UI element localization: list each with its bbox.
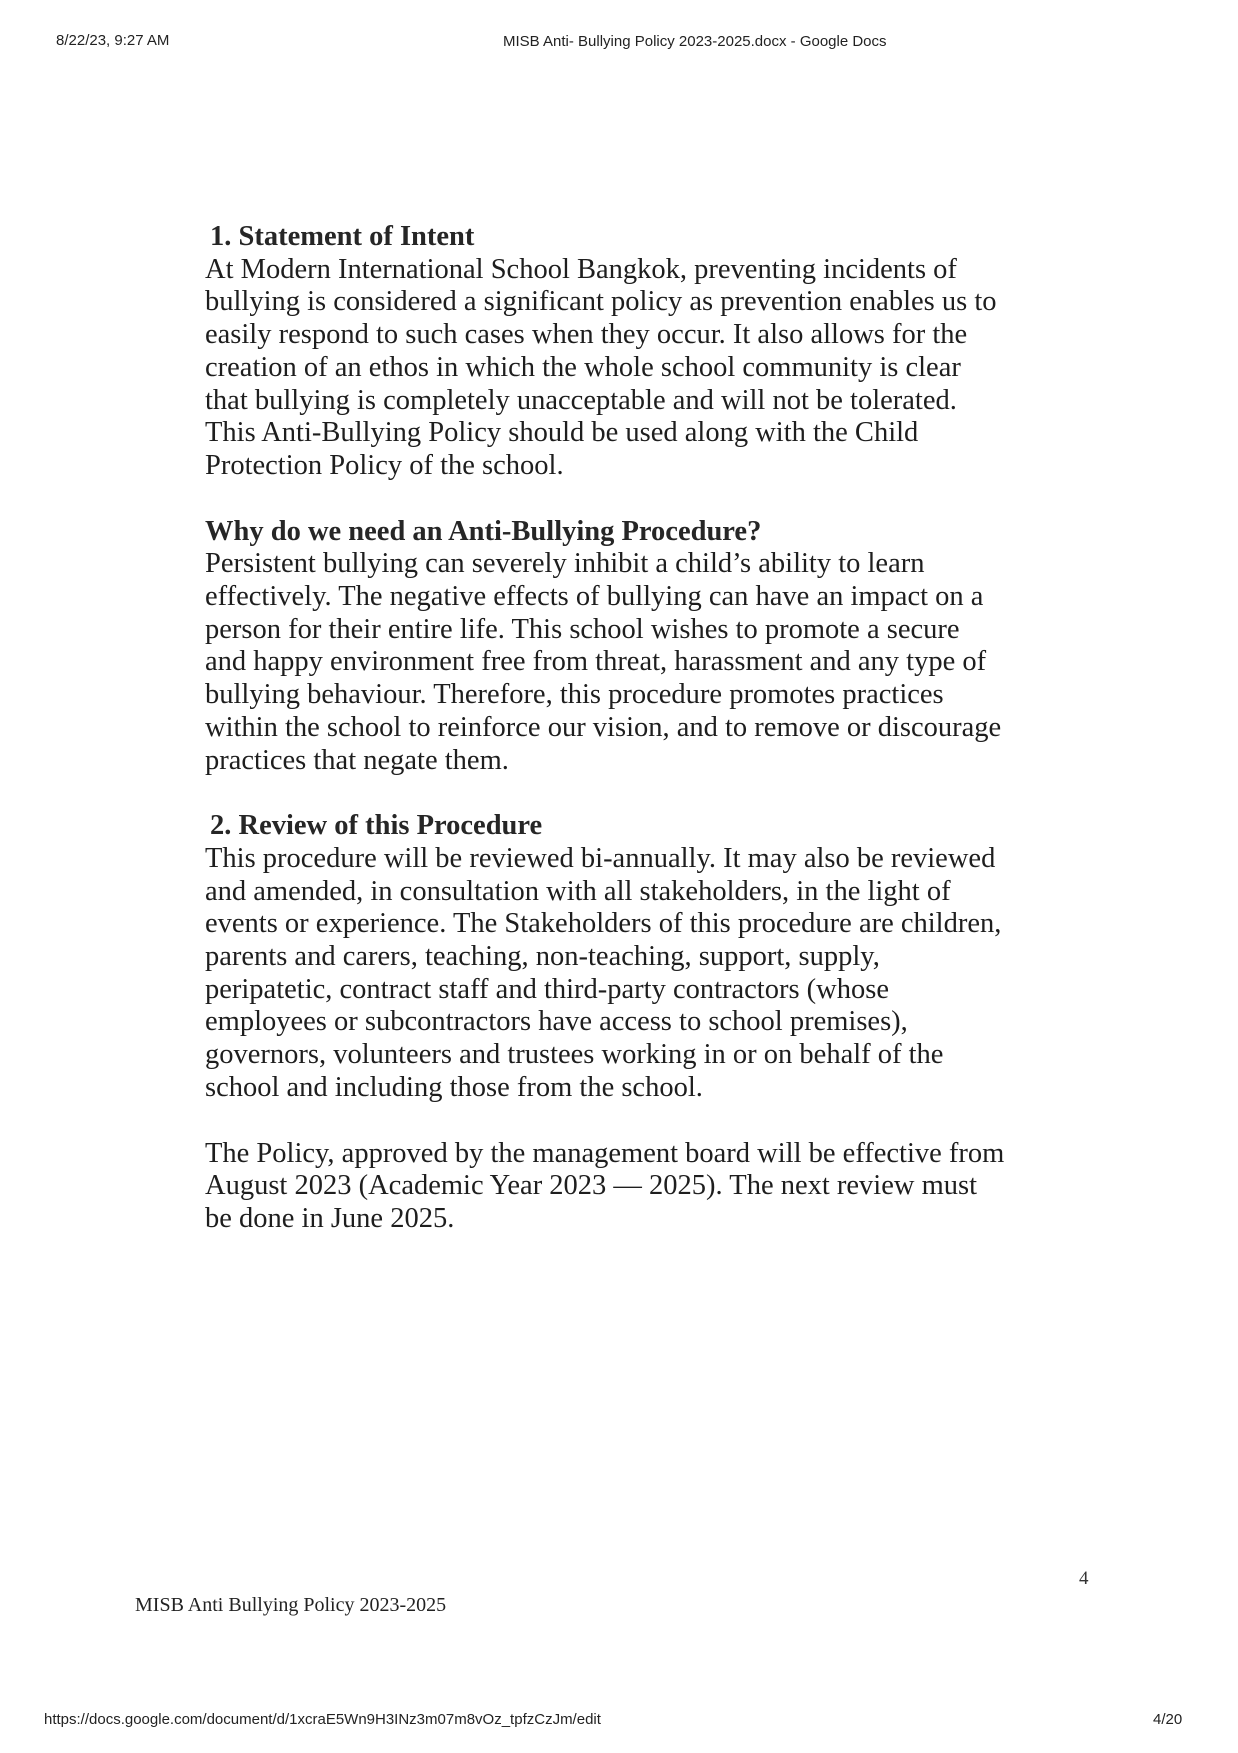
page-number: 4 — [1079, 1568, 1089, 1589]
section-paragraph: Persistent bullying can severely inhibit a child’s ability to learn effectively. The negative effects of bullying can have an impact on a person for their entire life. This school wishes to promote a secure and happy environment free from threat, harassment and any type of bullying behaviour. Therefore, this procedure promotes practices within the school to reinforce our vision, and to remove or discourage practices that negate them. — [205, 548, 1002, 776]
print-footer-page-indicator: 4/20 — [1153, 1711, 1183, 1728]
print-header-title: MISB Anti- Bullying Policy 2023-2025.docx - Google Docs — [503, 33, 887, 50]
section-heading: Why do we need an Anti-Bullying Procedure? — [205, 515, 762, 547]
section-heading: 2. Review of this Procedure — [210, 810, 543, 842]
page-footer-label: MISB Anti Bullying Policy 2023-2025 — [135, 1594, 447, 1616]
section-statement-of-intent — [205, 221, 1005, 483]
closing-paragraph: The Policy, approved by the management board will be effective from August 2023 (Academic Year 2023 — 2025). The next review must be done in June 2025. — [205, 1137, 1005, 1234]
document-body — [205, 221, 1005, 1236]
section-paragraph: At Modern International School Bangkok, preventing incidents of bullying is considered a significant policy as prevention enables us to easily respond to such cases when they occur. It also allows for the creation of an ethos in which the whole school community is clear that bullying is completely unacceptable and will not be tolerated. This Anti-Bullying Policy should be used along with the Child Protection Policy of the school. — [205, 253, 997, 481]
print-footer-url: https://docs.google.com/document/d/1xcraE5Wn9H3INz3m07m8vOz_tpfzCzJm/edit — [44, 1711, 601, 1728]
section-paragraph: This procedure will be reviewed bi-annually. It may also be reviewed and amended, in consultation with all stakeholders, in the light of events or experience. The Stakeholders of this procedure are children, parents and carers, teaching, non-teaching, support, supply, peripatetic, contract staff and third-party contractors (whose employees or subcontractors have access to school premises), governors, volunteers and trustees working in or on behalf of the school and including those from the school. — [205, 842, 1002, 1103]
section-heading: 1. Statement of Intent — [210, 221, 475, 252]
section-why-anti-bullying — [205, 516, 1005, 778]
print-header-datetime: 8/22/23, 9:27 AM — [56, 32, 170, 49]
section-review-of-procedure — [205, 810, 1005, 1104]
